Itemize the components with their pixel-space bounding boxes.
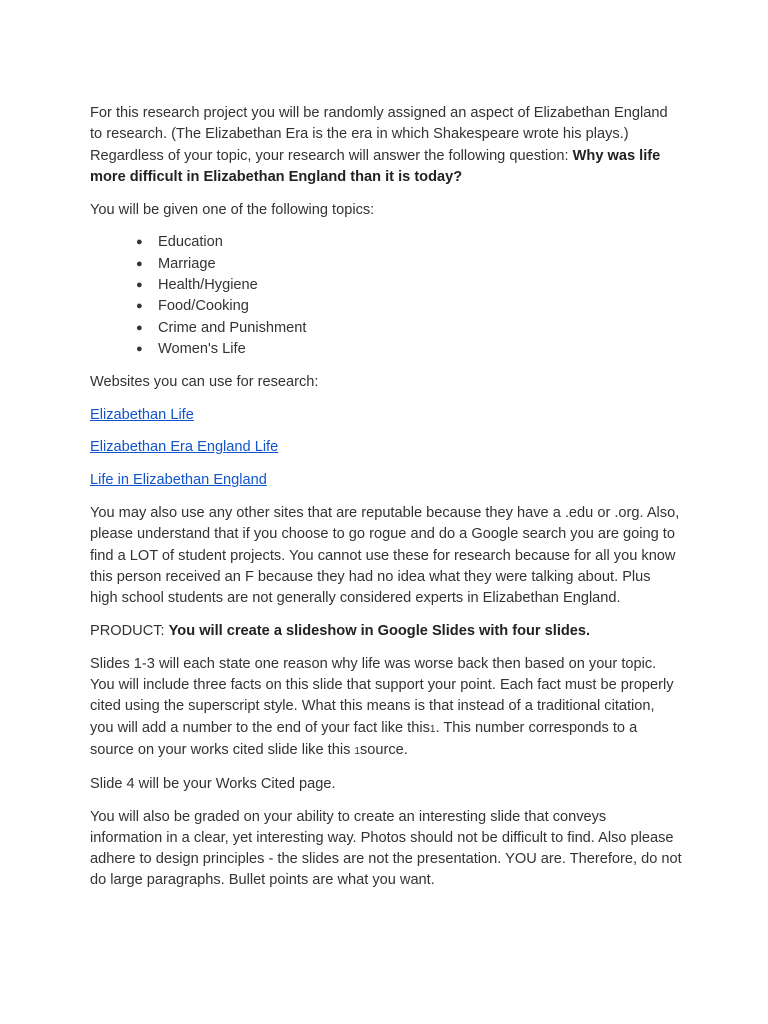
link-life-in-elizabethan-england[interactable]: Life in Elizabethan England [90, 472, 267, 489]
intro-paragraph [90, 103, 682, 188]
websites-intro: Websites you can use for research: [90, 373, 319, 390]
topic-label: Marriage [158, 255, 216, 272]
slides-text-before: Slides 1-3 will each state one reason why life was worse back then based on your topic. You will include three facts on this slide that support your point. Each fact must be properly cited using the superscript style. What this means is that instead of a traditional citation, you will add a number to the end of your fact like this [90, 655, 674, 736]
link-paragraph [90, 470, 682, 491]
bullet-icon: ● [136, 300, 143, 313]
topic-label: Crime and Punishment [158, 319, 307, 336]
product-text: You will create a slideshow in Google Slides with four slides. [168, 622, 591, 639]
slides-text-after: source. [359, 741, 408, 758]
topic-label: Education [158, 234, 223, 251]
topic-label: Health/Hygiene [158, 277, 258, 294]
list-item [136, 232, 682, 253]
topic-label: Women's Life [158, 340, 246, 357]
bullet-icon: ● [136, 279, 143, 292]
topics-list [90, 232, 682, 360]
document-body [90, 103, 682, 903]
link-paragraph [90, 405, 682, 426]
list-item [136, 275, 682, 296]
list-item [136, 254, 682, 275]
superscript-example: 1 [354, 745, 360, 757]
slides-text-middle: . This number corresponds to a source on your works cited slide like this [90, 719, 638, 758]
topic-label: Food/Cooking [158, 298, 249, 315]
list-item [136, 296, 682, 317]
research-question: Why was life more difficult in Elizabethan England than it is today? [90, 147, 661, 185]
bullet-icon: ● [136, 342, 143, 355]
link-elizabethan-era-england-life[interactable]: Elizabethan Era England Life [90, 439, 279, 456]
graded-paragraph: You will also be graded on your ability to create an interesting slide that conveys information in a clear, yet interesting way. Photos should not be difficult to find. Also please adhere to design principles - the slides are not the presentation. YOU are. Therefore, do not do large paragraphs. Bullet points are what you want. [90, 808, 682, 889]
superscript-example: 1 [429, 723, 436, 735]
product-paragraph [90, 621, 682, 642]
sites-paragraph: You may also use any other sites that are reputable because they have a .edu or .org. Also, please understand that if you choose to go rogue and do a Google search you are going to find a LOT of student projects. You cannot use these for research because for all you know this person received an F because they had no idea what they were talking about. Plus high school students are not generally considered experts in Elizabethan England. [90, 504, 680, 607]
intro-text: For this research project you will be randomly assigned an aspect of Elizabethan England to research. (The Elizabethan Era is the era in which Shakespeare wrote his plays.) Regardless of your topic, your research will answer the following question: [90, 105, 668, 164]
list-item [136, 318, 682, 339]
bullet-icon: ● [136, 257, 143, 270]
bullet-icon: ● [136, 236, 143, 249]
bullet-icon: ● [136, 321, 143, 334]
topics-intro: You will be given one of the following topics: [90, 201, 375, 218]
slide4-paragraph: Slide 4 will be your Works Cited page. [90, 775, 336, 792]
slides-paragraph [90, 654, 682, 762]
link-paragraph [90, 437, 682, 458]
product-label: PRODUCT: [90, 622, 169, 639]
list-item [136, 339, 682, 360]
link-elizabethan-life[interactable]: Elizabethan Life [90, 406, 194, 423]
